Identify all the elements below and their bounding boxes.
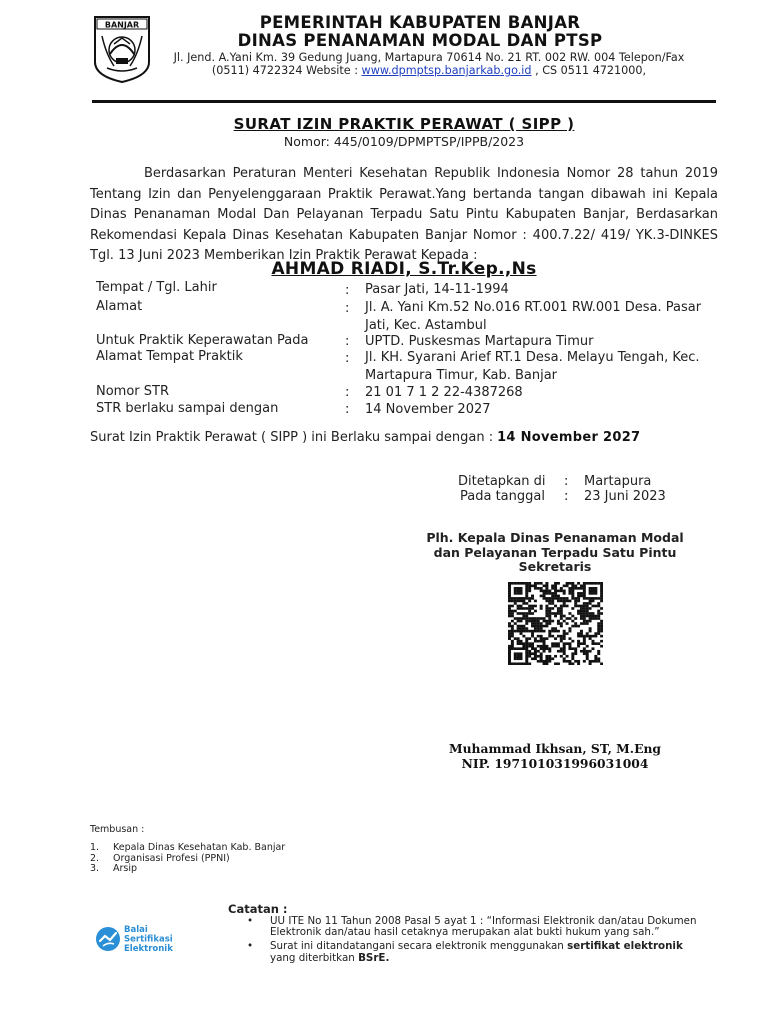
issued-place-label: Ditetapkan di bbox=[458, 474, 546, 489]
detail-value-address: Jl. A. Yani Km.52 No.016 RT.001 RW.001 Desa. Pasar Jati, Kec. Astambul bbox=[365, 300, 702, 333]
tembusan-list bbox=[90, 843, 285, 875]
signatory-title bbox=[396, 531, 714, 575]
detail-value-practice-address: Jl. KH. Syarani Arief RT.1 Desa. Melayu Tengah, Kec. Martapura Timur, Kab. Banjar bbox=[365, 350, 700, 383]
signatory-block bbox=[396, 741, 714, 771]
website-link[interactable]: www.dpmptsp.banjarkab.go.id bbox=[361, 64, 532, 77]
note-text: UU ITE No 11 Tahun 2008 Pasal 5 ayat 1 : “Informasi Elektronik dan/atau Dokumen Elektronik dan/atau hasil cetaknya merupakan alat bukti hukum yang sah.” bbox=[270, 915, 697, 939]
signatory-name: Muhammad Ikhsan, ST, M.Eng bbox=[449, 741, 661, 756]
issued-date-label: Pada tanggal bbox=[460, 489, 545, 504]
document-number: Nomor: 445/0109/DPMPTSP/IPPB/2023 bbox=[283, 134, 525, 149]
signatory-title-line1: Plh. Kepala Dinas Penanaman Modal bbox=[426, 530, 684, 545]
bullet: • bbox=[247, 915, 254, 927]
header-address bbox=[168, 51, 690, 77]
detail-colon: : bbox=[345, 351, 350, 366]
intro-text: Berdasarkan Peraturan Menteri Kesehatan Republik Indonesia Nomor 28 tahun 2019 Tentang Izin dan Penyelenggaraan Praktik Perawat.Yang bertanda tangan dibawah ini Kepala Dinas Penanaman Modal Dan Pelayanan Terpadu Satu Pintu Kabupaten Banjar, Berdasarkan Rekomendasi Kepala Dinas Kesehatan Kabupaten Banjar Nomor : 400.7.22/ 419/ YK.3-DINKES Tgl. 13 Juni 2023 Memberikan Izin Praktik Perawat Kepada : bbox=[90, 166, 718, 263]
detail-value-str-valid: 14 November 2027 bbox=[365, 402, 491, 417]
signatory-title-line3: Sekretaris bbox=[518, 559, 592, 574]
list-number: 1. bbox=[90, 842, 100, 853]
detail-value-birth: Pasar Jati, 14-11-1994 bbox=[365, 282, 509, 297]
list-text: Kepala Dinas Kesehatan Kab. Banjar bbox=[113, 842, 286, 853]
signatory-nip: NIP. 197101031996031004 bbox=[461, 756, 649, 771]
list-text: Organisasi Profesi (PPNI) bbox=[113, 852, 230, 864]
issued-colon: : bbox=[564, 474, 569, 489]
qr-code bbox=[508, 582, 603, 665]
bullet: • bbox=[247, 940, 254, 953]
document-title: SURAT IZIN PRAKTIK PERAWAT ( SIPP ) bbox=[233, 115, 575, 133]
note-item bbox=[247, 941, 707, 963]
signatory-title-line2: dan Pelayanan Terpadu Satu Pintu bbox=[433, 544, 677, 560]
detail-colon: : bbox=[345, 334, 350, 349]
bsre-line1: Balai bbox=[124, 925, 148, 935]
list-number: 3. bbox=[90, 863, 100, 874]
note-text: yang diterbitkan bbox=[270, 951, 359, 964]
detail-value-practice: UPTD. Puskesmas Martapura Timur bbox=[365, 334, 594, 349]
detail-label-str: Nomor STR bbox=[96, 384, 169, 399]
header-agency-name: DINAS PENANAMAN MODAL DAN PTSP bbox=[237, 31, 603, 50]
issued-place: Martapura bbox=[584, 474, 652, 489]
validity-text: Surat Izin Praktik Perawat ( SIPP ) ini Berlaku sampai dengan : bbox=[90, 430, 494, 445]
tembusan-label: Tembusan : bbox=[90, 824, 145, 835]
detail-label-practice: Untuk Praktik Keperawatan Pada bbox=[96, 333, 309, 348]
list-text: Arsip bbox=[113, 863, 138, 874]
detail-colon: : bbox=[345, 402, 350, 417]
detail-label-str-valid: STR berlaku sampai dengan bbox=[96, 401, 279, 416]
validity-statement bbox=[90, 430, 640, 445]
detail-label-practice-address: Alamat Tempat Praktik bbox=[96, 349, 243, 364]
detail-label-birth: Tempat / Tgl. Lahir bbox=[96, 280, 217, 295]
header-divider bbox=[92, 100, 716, 103]
detail-colon: : bbox=[345, 283, 350, 298]
bsre-line3: Elektronik bbox=[124, 944, 173, 954]
detail-label-address: Alamat bbox=[96, 299, 143, 314]
detail-value-str: 21 01 7 1 2 22-4387268 bbox=[365, 385, 523, 400]
catatan-notes bbox=[247, 916, 707, 967]
header-government-name: PEMERINTAH KABUPATEN BANJAR bbox=[259, 13, 581, 32]
detail-colon: : bbox=[345, 301, 350, 316]
bsre-line2: Sertifikasi bbox=[124, 934, 173, 945]
logo-text: BANJAR bbox=[104, 20, 140, 30]
issued-colon: : bbox=[564, 489, 569, 504]
licensee-name: AHMAD RIADI, S.Tr.Kep.,Ns bbox=[271, 259, 537, 279]
note-text: Surat ini ditandatangani secara elektronik menggunakan bbox=[270, 940, 568, 953]
address-text: Jl. Jend. A.Yani Km. 39 Gedung Juang, Martapura 70614 No. 21 RT. 002 RW. 004 Telepon/Fax (0511) 4722324 Website : bbox=[173, 51, 685, 77]
note-item bbox=[247, 916, 707, 938]
kabupaten-banjar-logo bbox=[92, 14, 152, 84]
bsre-logo bbox=[94, 919, 204, 959]
intro-paragraph bbox=[90, 164, 718, 267]
list-number: 2. bbox=[90, 852, 100, 864]
address-contact: , CS 0511 4721000, bbox=[531, 64, 647, 77]
catatan-label: Catatan : bbox=[228, 902, 288, 916]
detail-colon: : bbox=[345, 385, 350, 400]
list-item bbox=[90, 864, 285, 875]
issued-date: 23 Juni 2023 bbox=[584, 489, 666, 504]
note-bold: BSrE. bbox=[358, 951, 390, 964]
note-bold: sertifikat elektronik bbox=[567, 940, 683, 953]
validity-date: 14 November 2027 bbox=[497, 430, 641, 445]
